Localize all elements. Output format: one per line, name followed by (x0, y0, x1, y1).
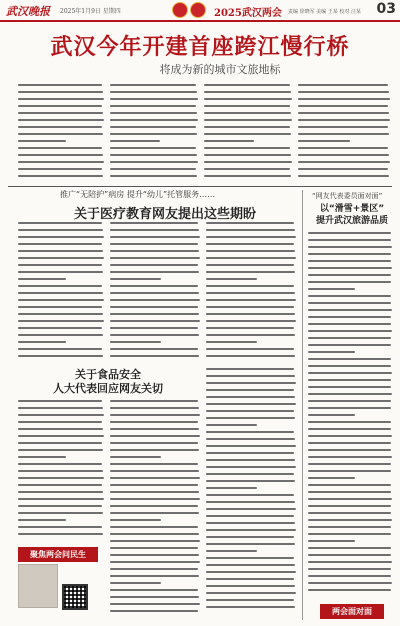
text-line (110, 575, 199, 577)
text-line (110, 119, 198, 121)
text-line (298, 126, 388, 128)
text-line (206, 564, 295, 566)
text-line (18, 119, 104, 121)
text-line (110, 313, 199, 315)
text-line (110, 589, 198, 591)
text-line (206, 229, 295, 231)
text-line (298, 168, 388, 170)
text-line (308, 372, 392, 374)
text-line (298, 98, 390, 100)
text-line (206, 327, 294, 329)
text-line (206, 264, 294, 266)
text-line (18, 313, 103, 315)
text-line (204, 98, 292, 100)
text-line (18, 414, 104, 416)
text-line (206, 341, 257, 343)
text-line (308, 379, 391, 381)
text-line (206, 320, 296, 322)
text-line (308, 421, 391, 423)
text-line (110, 91, 197, 93)
text-line (308, 428, 391, 430)
article2-body-col-3 (206, 222, 298, 362)
text-line (110, 442, 198, 444)
article4-kicker: “网友代表委员面对面” (312, 192, 383, 200)
text-line (18, 98, 104, 100)
column-divider (302, 190, 303, 620)
text-line (110, 161, 198, 163)
text-line (110, 320, 200, 322)
page-header (0, 0, 400, 22)
text-line (110, 400, 198, 402)
text-line (110, 140, 160, 142)
text-line (206, 522, 295, 524)
text-line (206, 599, 294, 601)
lead-body-col-3 (204, 84, 294, 182)
text-line (18, 285, 102, 287)
text-line (18, 222, 102, 224)
text-line (110, 292, 199, 294)
text-line (206, 571, 296, 573)
text-line (308, 393, 392, 395)
text-line (110, 236, 200, 238)
article3-body-col-2 (110, 400, 202, 618)
lead-body-col-4 (298, 84, 392, 182)
article3-body-col-3 (206, 368, 298, 618)
text-line (206, 480, 295, 482)
article2-kicker: 推广“无陪护”病房 提升“幼儿”托管服务…… (60, 190, 216, 199)
article3-body-col-1 (18, 400, 106, 540)
text-line (18, 91, 103, 93)
text-line (308, 239, 391, 241)
text-line (308, 435, 392, 437)
text-line (308, 386, 391, 388)
text-line (18, 299, 104, 301)
text-line (110, 154, 197, 156)
text-line (18, 175, 103, 177)
text-line (18, 257, 104, 259)
text-line (298, 91, 389, 93)
session-title: 2025武汉两会 (214, 8, 282, 19)
text-line (308, 575, 391, 577)
text-line (110, 414, 200, 416)
text-line (110, 147, 196, 149)
text-line (110, 610, 198, 612)
text-line (206, 368, 294, 370)
text-line (110, 355, 199, 357)
text-line (110, 306, 198, 308)
text-line (18, 229, 103, 231)
text-line (204, 112, 291, 114)
text-line (206, 487, 257, 489)
text-line (308, 554, 391, 556)
text-line (18, 421, 102, 423)
text-line (204, 133, 291, 135)
article2-body-col-1 (18, 222, 106, 362)
text-line (110, 526, 198, 528)
article2-body-col-2 (110, 222, 202, 362)
text-line (110, 264, 198, 266)
text-line (18, 498, 104, 500)
text-line (110, 428, 199, 430)
text-line (206, 508, 296, 510)
text-line (206, 285, 294, 287)
text-line (308, 274, 391, 276)
text-line (18, 470, 103, 472)
text-line (308, 442, 391, 444)
lead-headline: 武汉今年开建首座跨江慢行桥 (50, 35, 350, 60)
text-line (18, 512, 103, 514)
text-line (18, 505, 102, 507)
text-line (18, 533, 103, 535)
qr-code-icon (62, 584, 88, 610)
text-line (298, 133, 389, 135)
text-line (308, 526, 391, 528)
right-section-stamp: 两会面对面 (320, 604, 384, 619)
article4-headline: 以“滑雪+景区” 提升武汉旅游品质 (315, 204, 388, 226)
text-line (18, 133, 103, 135)
text-line (110, 456, 161, 458)
text-line (18, 278, 66, 280)
text-line (18, 306, 102, 308)
text-line (308, 414, 355, 416)
text-line (110, 299, 200, 301)
text-line (18, 407, 103, 409)
text-line (298, 119, 390, 121)
lead-body-col-2 (110, 84, 200, 182)
text-line (18, 341, 66, 343)
text-line (308, 267, 392, 269)
text-line (206, 606, 295, 608)
text-line (18, 168, 102, 170)
text-line (18, 449, 103, 451)
text-line (206, 306, 294, 308)
text-line (18, 126, 102, 128)
text-line (308, 477, 355, 479)
text-line (18, 236, 104, 238)
text-line (298, 147, 388, 149)
text-line (204, 175, 291, 177)
text-line (110, 133, 197, 135)
text-line (206, 557, 294, 559)
text-line (206, 431, 294, 433)
text-line (298, 105, 388, 107)
text-line (110, 334, 199, 336)
text-line (206, 543, 295, 545)
text-line (18, 154, 103, 156)
article4-body (308, 232, 394, 596)
text-line (308, 512, 391, 514)
text-line (206, 410, 294, 412)
text-line (206, 578, 294, 580)
text-line (18, 334, 103, 336)
national-emblem-icon (172, 2, 188, 18)
text-line (110, 278, 161, 280)
text-line (18, 84, 102, 86)
text-line (18, 355, 103, 357)
text-line (18, 264, 102, 266)
text-line (206, 592, 296, 594)
article3-headline: 关于食品安全 人大代表回应网友关切 (53, 368, 163, 395)
text-line (298, 140, 350, 142)
text-line (18, 519, 66, 521)
text-line (206, 501, 295, 503)
text-line (18, 161, 104, 163)
text-line (308, 407, 391, 409)
text-line (110, 407, 199, 409)
text-line (308, 582, 392, 584)
text-line (298, 175, 389, 177)
text-line (308, 337, 391, 339)
text-line (110, 175, 197, 177)
text-line (204, 105, 290, 107)
text-line (206, 445, 296, 447)
text-line (308, 281, 391, 283)
text-line (308, 295, 391, 297)
text-line (206, 375, 295, 377)
text-line (206, 257, 296, 259)
text-line (110, 126, 196, 128)
text-line (308, 400, 391, 402)
text-line (110, 271, 199, 273)
text-line (308, 561, 392, 563)
text-line (110, 105, 196, 107)
text-line (206, 334, 295, 336)
text-line (110, 554, 199, 556)
text-line (110, 547, 198, 549)
text-line (110, 421, 198, 423)
article2-headline: 关于医疗教育网友提出这些期盼 (73, 207, 256, 222)
text-line (110, 84, 196, 86)
text-line (18, 271, 103, 273)
text-line (308, 302, 391, 304)
text-line (206, 585, 295, 587)
text-line (110, 229, 199, 231)
text-line (206, 459, 295, 461)
text-line (308, 463, 391, 465)
text-line (110, 168, 196, 170)
text-line (204, 161, 292, 163)
text-line (18, 250, 103, 252)
text-line (308, 491, 391, 493)
text-line (206, 236, 296, 238)
text-line (206, 250, 295, 252)
party-emblem-icon (190, 2, 206, 18)
text-line (204, 140, 254, 142)
text-line (204, 126, 290, 128)
text-line (308, 309, 392, 311)
text-line (206, 494, 294, 496)
text-line (110, 498, 200, 500)
text-line (308, 533, 391, 535)
text-line (18, 477, 104, 479)
text-line (298, 161, 390, 163)
text-line (18, 484, 102, 486)
text-line (110, 435, 200, 437)
text-line (110, 519, 161, 521)
text-line (206, 466, 296, 468)
text-line (18, 105, 102, 107)
text-line (308, 449, 391, 451)
text-line (308, 260, 391, 262)
text-line (308, 589, 391, 591)
text-line (18, 348, 102, 350)
text-line (206, 529, 296, 531)
editor-credits: 责编 徐晓军 美编 王某 校对 汪某 (288, 9, 361, 15)
text-line (110, 540, 200, 542)
text-line (18, 112, 103, 114)
text-line (206, 396, 295, 398)
text-line (308, 568, 391, 570)
page-number: 03 (376, 1, 396, 17)
text-line (18, 292, 103, 294)
text-line (206, 382, 296, 384)
text-line (308, 246, 392, 248)
text-line (110, 582, 161, 584)
text-line (308, 456, 392, 458)
text-line (110, 327, 198, 329)
text-line (206, 222, 294, 224)
text-line (110, 348, 198, 350)
text-line (110, 561, 200, 563)
text-line (308, 330, 392, 332)
left-section-stamp: 聚焦两会问民生 (18, 547, 98, 562)
text-line (110, 596, 199, 598)
text-line (110, 603, 200, 605)
text-line (110, 477, 200, 479)
text-line (110, 341, 161, 343)
text-line (206, 313, 295, 315)
text-line (110, 285, 198, 287)
text-line (206, 452, 294, 454)
text-line (308, 351, 355, 353)
text-line (206, 278, 257, 280)
text-line (298, 112, 389, 114)
text-line (18, 442, 102, 444)
text-line (204, 147, 290, 149)
text-line (110, 568, 198, 570)
text-line (206, 438, 295, 440)
text-line (110, 505, 198, 507)
text-line (206, 417, 295, 419)
text-line (110, 470, 199, 472)
text-line (18, 327, 102, 329)
text-line (206, 515, 294, 517)
text-line (110, 533, 199, 535)
text-line (110, 484, 198, 486)
text-line (18, 147, 102, 149)
text-line (110, 257, 200, 259)
masthead: 武汉晚报 (6, 5, 50, 18)
lead-body-col-1 (18, 84, 106, 182)
text-line (204, 154, 291, 156)
text-line (110, 491, 199, 493)
text-line (110, 98, 198, 100)
text-line (308, 232, 391, 234)
text-line (308, 358, 391, 360)
text-line (18, 456, 66, 458)
text-line (18, 491, 103, 493)
text-line (110, 463, 198, 465)
text-line (308, 470, 391, 472)
text-line (206, 355, 295, 357)
news-photo (18, 564, 58, 608)
issue-date: 2025年1月9日 星期四 (60, 8, 121, 15)
text-line (204, 119, 292, 121)
text-line (18, 435, 104, 437)
text-line (110, 512, 199, 514)
text-line (206, 348, 294, 350)
text-line (308, 540, 355, 542)
text-line (18, 428, 103, 430)
text-line (308, 288, 355, 290)
text-line (298, 154, 389, 156)
text-line (298, 84, 388, 86)
text-line (308, 344, 391, 346)
text-line (18, 320, 104, 322)
section-divider (8, 186, 392, 187)
text-line (206, 271, 295, 273)
text-line (18, 140, 66, 142)
text-line (308, 498, 392, 500)
text-line (206, 389, 294, 391)
text-line (18, 243, 102, 245)
text-line (204, 168, 290, 170)
text-line (308, 519, 392, 521)
text-line (206, 243, 294, 245)
text-line (308, 484, 391, 486)
text-line (308, 365, 391, 367)
text-line (206, 424, 257, 426)
text-line (206, 292, 295, 294)
text-line (308, 505, 391, 507)
text-line (18, 526, 102, 528)
text-line (204, 91, 291, 93)
text-line (110, 250, 199, 252)
text-line (308, 323, 391, 325)
text-line (206, 536, 294, 538)
text-line (308, 253, 391, 255)
text-line (206, 550, 257, 552)
text-line (110, 449, 199, 451)
text-line (18, 400, 102, 402)
text-line (18, 463, 102, 465)
text-line (206, 299, 296, 301)
text-line (206, 473, 294, 475)
text-line (206, 403, 296, 405)
text-line (110, 243, 198, 245)
lead-subheadline: 将成为新的城市文旅地标 (159, 63, 281, 76)
text-line (110, 112, 197, 114)
text-line (204, 84, 290, 86)
text-line (308, 547, 391, 549)
text-line (110, 222, 198, 224)
text-line (308, 316, 391, 318)
